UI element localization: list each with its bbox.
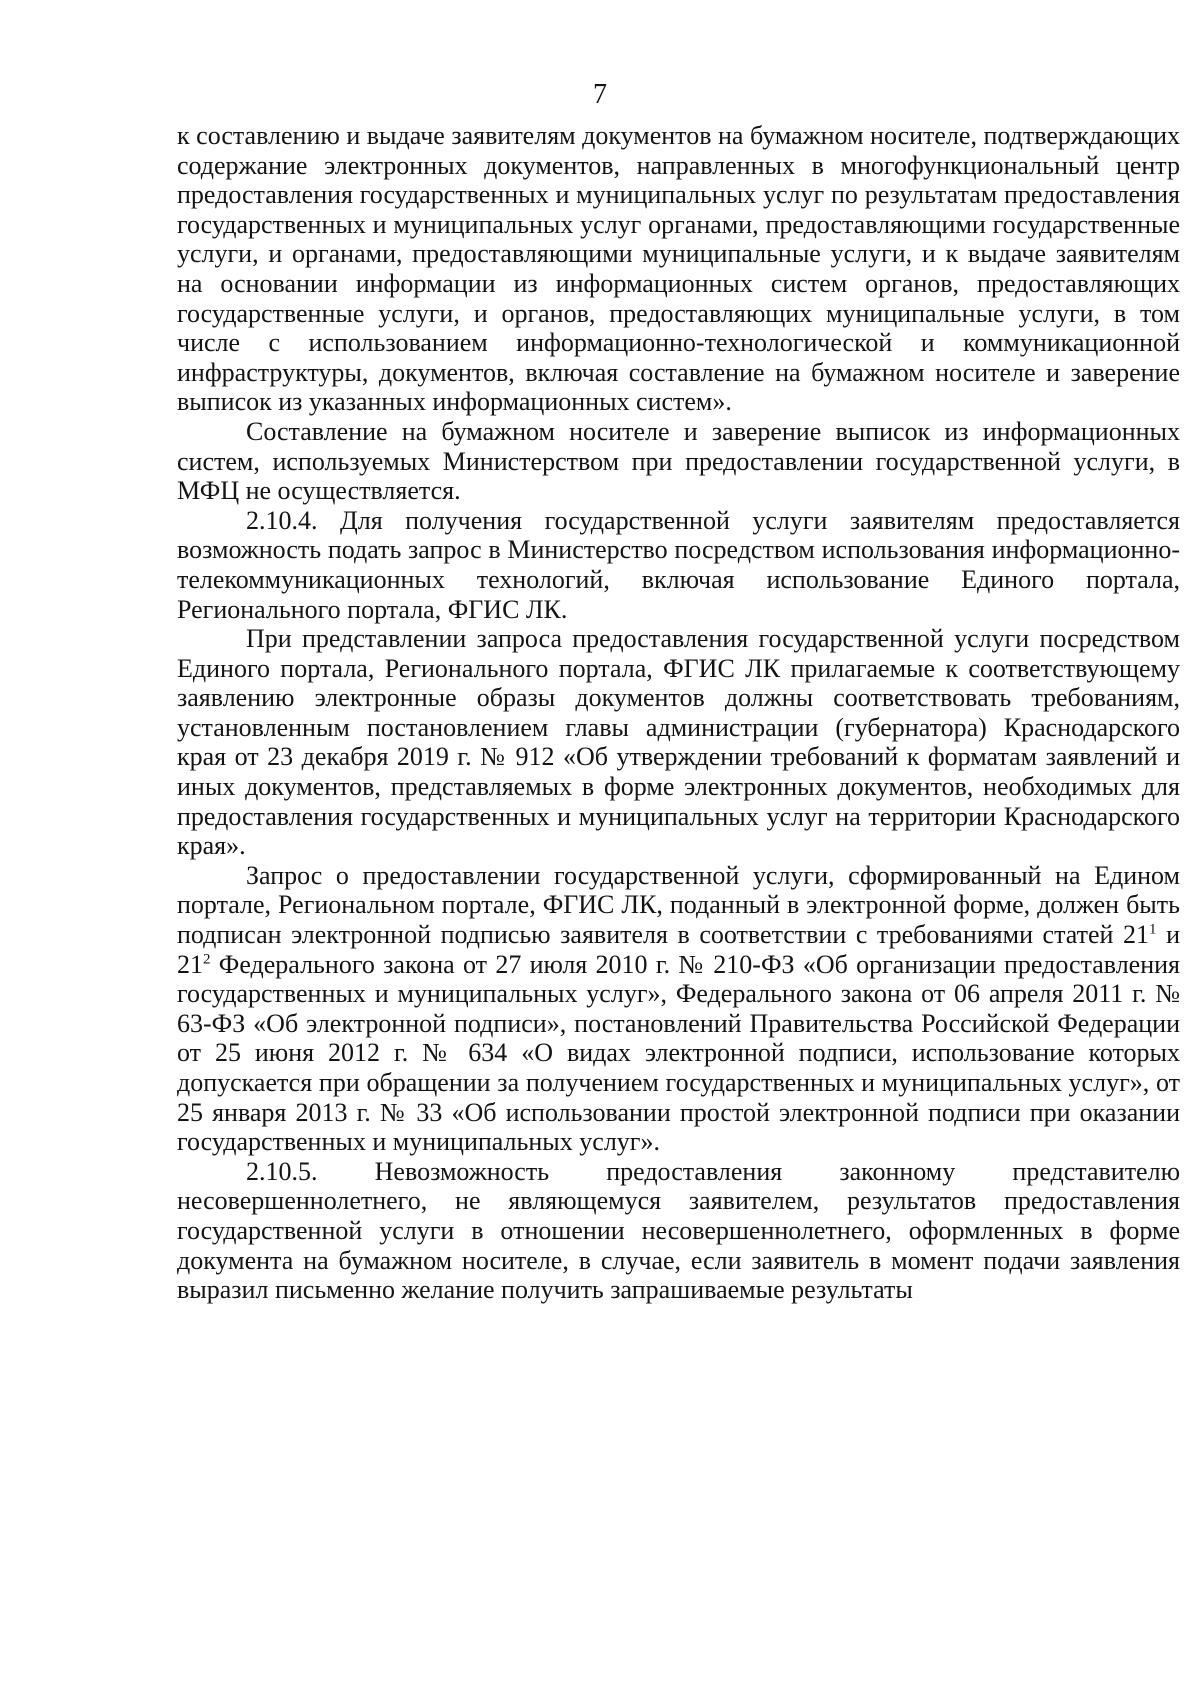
signature-text-middle: и 21 [177,920,1180,979]
paragraph-continuation: к составлению и выдаче заявителям документов на бумажном носителе, подтверждающих содержание электронных документов, направленных в многофункциональный центр предоставления государственных и муниципальных услуг по результатам предоставления государственных и муниципальных услуг органами, предоставляющими государственные услуги, и органами, предоставляющими муниципальные услуги, и к выдаче заявителям на основании информации из информационных систем органов, предоставляющих государственные услуги, и органов, предоставляющих муниципальные услуги, в том числе с использованием информационно-технологической и коммуникационной инфраструктуры, документов, включая составление на бумажном носителе и заверение выписок из указанных информационных систем». [177,121,1180,417]
superscript-2: 2 [203,950,211,967]
paragraph-mfc-extracts: Составление на бумажном носителе и заверение выписок из информационных систем, используемых Министерством при предоставлении государственной услуги, в МФЦ не осуществляется. [177,416,1180,506]
signature-text-before: Запрос о предоставлении государственной услуги, сформированный на Едином портале, Региональном портале, ФГИС ЛК, поданный в электронной форме, должен быть подписан электронной подписью заявителя в соответствии с требованиями статей 21 [177,860,1180,950]
signature-text-after: Федерального закона от 27 июля 2010 г. № 210-ФЗ «Об организации предоставления государственных и муниципальных услуг», Федерального закона от 06 апреля 2011 г. № 63-ФЗ «Об электронной подписи», постановлений Правительства Российской Федерации от 25 июня 2012 г. № 634 «О видах электронной подписи, использование которых допускается при обращении за получением государственных и муниципальных услуг», от 25 января 2013 г. № 33 «Об использовании простой электронной подписи при оказании государственных и муниципальных услуг». [177,949,1180,1157]
paragraph-document-requirements: При представлении запроса предоставления государственной услуги посредством Единого портала, Регионального портала, ФГИС ЛК прилагаемые к соответствующему заявлению электронные образы документов должны соответствовать требованиям, установленным постановлением главы администрации (губернатора) Краснодарского края от 23 декабря 2019 г. № 912 «Об утверждении требований к форматам заявлений и иных документов, представляемых в форме электронных документов, необходимых для предоставления государственных и муниципальных услуг на территории Краснодарского края». [177,624,1180,861]
document-body [177,121,1180,1305]
paragraph-2-10-5: 2.10.5. Невозможность предоставления законному представителю несовершеннолетнего, не являющемуся заявителем, результатов предоставления государственной услуги в отношении несовершеннолетнего, оформленных в форме документа на бумажном носителе, в случае, если заявитель в момент подачи заявления выразил письменно желание получить запрашиваемые результаты [177,1156,1180,1305]
superscript-1: 1 [1149,921,1157,938]
paragraph-2-10-4: 2.10.4. Для получения государственной услуги заявителям предоставляется возможность подать запрос в Министерство посредством использования информационно-телекоммуникационных технологий, включая использование Единого портала, Регионального портала, ФГИС ЛК. [177,505,1180,624]
page-number: 7 [593,79,607,110]
paragraph-electronic-signature [177,861,1180,1157]
